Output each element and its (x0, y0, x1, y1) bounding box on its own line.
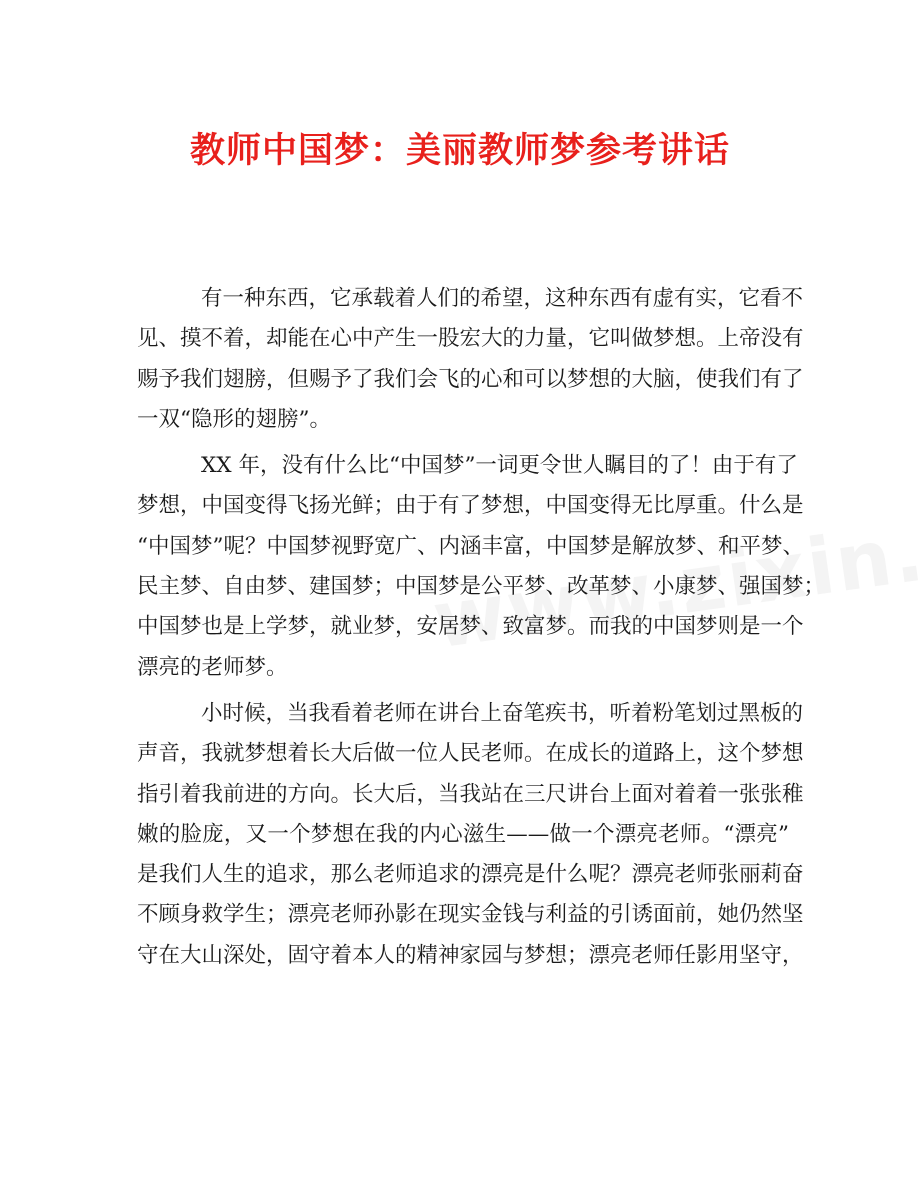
paragraph-line: 梦想，中国变得飞扬光鲜；由于有了梦想，中国变得无比厚重。什么是 (137, 493, 804, 519)
paragraph-line: 不顾身救学生；漂亮老师孙影在现实金钱与利益的引诱面前，她仍然坚 (137, 902, 804, 928)
paragraph-line: 小时候，当我看着老师在讲台上奋笔疾书，听着粉笔划过黑板的 (201, 700, 804, 726)
paragraph-line: 守在大山深处，固守着本人的精神家园与梦想；漂亮老师任影用坚守， (137, 942, 804, 968)
paragraph-line: 见、摸不着，却能在心中产生一股宏大的力量，它叫做梦想。上帝没有 (137, 326, 804, 352)
paragraph-1 (137, 279, 804, 440)
paragraph-line: 一双“隐形的翅膀”。 (137, 406, 331, 432)
paragraph-2 (137, 446, 826, 688)
paragraph-line: 指引着我前进的方向。长大后，当我站在三尺讲台上面对着着一张张稚 (137, 781, 804, 807)
paragraph-3 (137, 694, 804, 976)
paragraph-line: 漂亮的老师梦。 (137, 654, 288, 680)
paragraph-line: 有一种东西，它承载着人们的希望，这种东西有虚有实，它看不 (201, 286, 804, 311)
paragraph-line: 是我们人生的追求，那么老师追求的漂亮是什么呢？漂亮老师张丽莉奋 (137, 862, 804, 888)
paragraph-line: XX 年，没有什么比“中国梦”一词更令世人瞩目的了！由于有了 (201, 453, 798, 479)
paragraph-line: 中国梦也是上学梦，就业梦，安居梦、致富梦。而我的中国梦则是一个 (137, 614, 804, 640)
paragraph-line: 民主梦、自由梦、建国梦；中国梦是公平梦、改革梦、小康梦、强国梦； (137, 574, 826, 600)
paragraph-line: 嫩的脸庞，又一个梦想在我的内心滋生——做一个漂亮老师。“漂亮” (137, 821, 789, 847)
document-body (137, 279, 826, 976)
paragraph-line: “中国梦”呢？中国梦视野宽广、内涵丰富，中国梦是解放梦、和平梦、 (137, 533, 804, 559)
document-title: 教师中国梦：美丽教师梦参考讲话 (189, 131, 730, 171)
paragraph-line: 赐予我们翅膀，但赐予了我们会飞的心和可以梦想的大脑，使我们有了 (137, 366, 804, 392)
paragraph-line: 声音，我就梦想着长大后做一位人民老师。在成长的道路上，这个梦想 (137, 741, 804, 767)
